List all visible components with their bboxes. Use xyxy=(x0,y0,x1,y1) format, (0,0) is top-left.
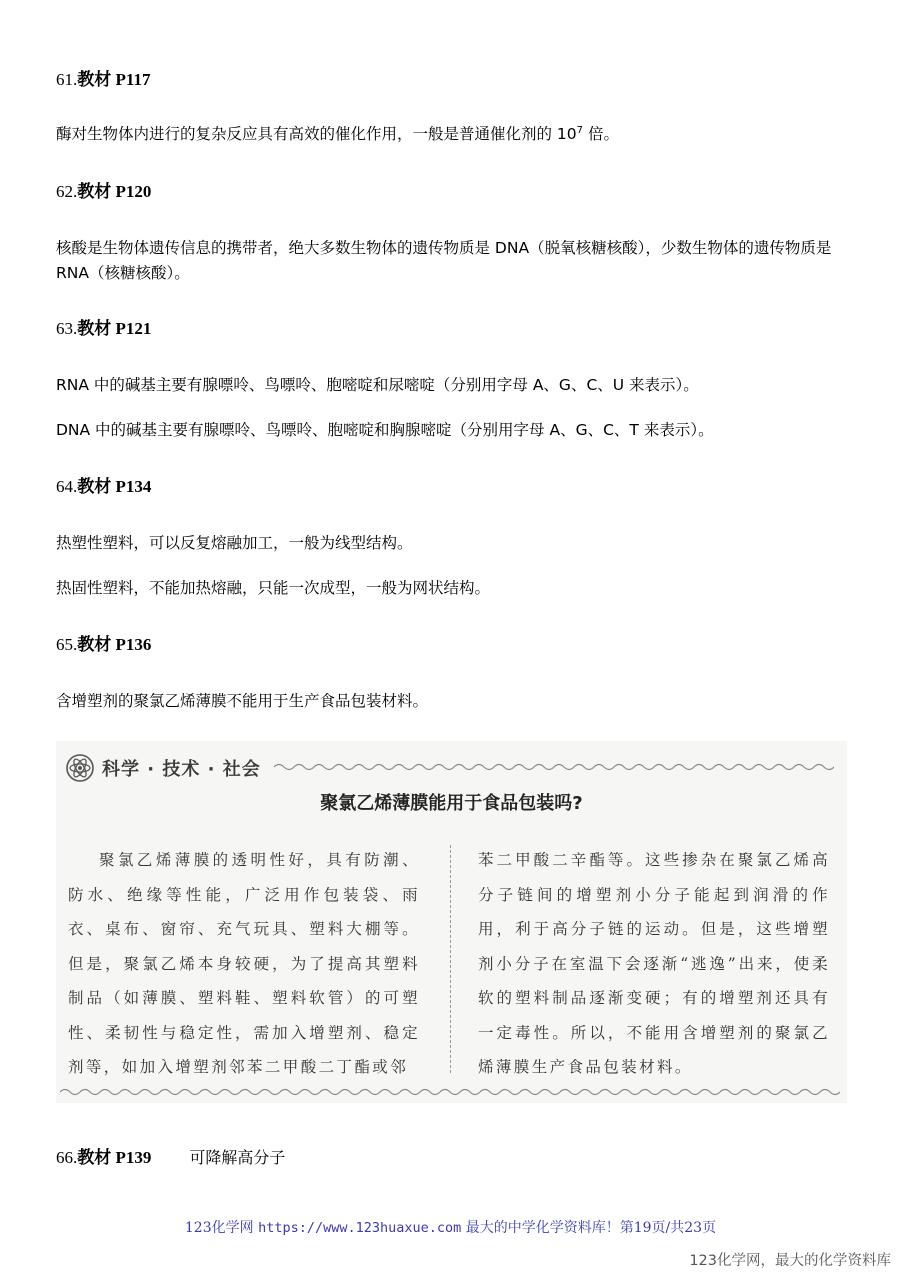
section-title: 教材 P120 xyxy=(77,182,152,201)
page-footer xyxy=(0,1217,901,1237)
wave-divider xyxy=(60,1086,840,1098)
box-header xyxy=(66,753,261,783)
paragraph: RNA 中的碱基主要有腺嘌呤、鸟嘌呤、胞嘧啶和尿嘧啶（分别用字母 A、G、C、U 来表示）。 xyxy=(56,376,699,394)
section-title: 教材 P117 xyxy=(77,70,151,89)
paragraph: 热固性塑料，不能加热熔融，只能一次成型，一般为网状结构。 xyxy=(56,579,491,597)
section-heading-64 xyxy=(56,476,151,498)
superscript: 7 xyxy=(576,125,584,136)
section-heading-63 xyxy=(56,318,151,340)
atom-icon xyxy=(66,754,94,782)
section-heading-61 xyxy=(56,69,150,91)
section-extra-text: 可降解高分子 xyxy=(189,1148,286,1167)
box-label: 科学 · 技术 · 社会 xyxy=(102,759,261,780)
watermark-text: 123化学网，最大的化学资料库 xyxy=(689,1253,891,1269)
section-title: 教材 P134 xyxy=(77,477,152,496)
column-divider xyxy=(450,845,451,1073)
paragraph xyxy=(56,122,856,147)
paragraph: 热塑性塑料，可以反复熔融加工，一般为线型结构。 xyxy=(56,534,413,552)
footer-url-link[interactable]: https://www.123huaxue.com xyxy=(258,1220,462,1236)
footer-page-info: 最大的中学化学资料库！第19页/共23页 xyxy=(465,1220,717,1236)
section-heading-62 xyxy=(56,181,151,203)
box-title: 聚氯乙烯薄膜能用于食品包装吗? xyxy=(320,793,583,814)
section-number: 62. xyxy=(56,182,78,201)
section-title: 教材 P139 xyxy=(77,1148,152,1167)
paragraph-text: 酶对生物体内进行的复杂反应具有高效的催化作用，一般是普通催化剂的 10 xyxy=(56,125,577,143)
section-heading-65 xyxy=(56,634,151,656)
section-number: 63. xyxy=(56,319,78,338)
paragraph: 含增塑剂的聚氯乙烯薄膜不能用于生产食品包装材料。 xyxy=(56,692,429,710)
section-title: 教材 P121 xyxy=(77,319,152,338)
wave-divider xyxy=(274,761,834,773)
footer-site: 123化学网 xyxy=(184,1220,254,1236)
section-number: 61. xyxy=(56,70,78,89)
box-text-left: 聚氯乙烯薄膜的透明性好，具有防潮、防水、绝缘等性能，广泛用作包装袋、雨衣、桌布、窗帘、充气玩具、塑料大棚等。但是，聚氯乙烯本身较硬，为了提高其塑料制品（如薄膜、塑料鞋、塑料软管）的可塑性、柔韧性与稳定性，需加入增塑剂、稳定剂等，如加入增塑剂邻苯二甲酸二丁酯或邻 xyxy=(68,851,420,1076)
paragraph-text: 倍。 xyxy=(583,125,619,143)
paragraph: 核酸是生物体遗传信息的携带者，绝大多数生物体的遗传物质是 DNA（脱氧核糖核酸），少数生物体的遗传物质是 RNA（核糖核酸）。 xyxy=(56,239,832,282)
section-heading-66 xyxy=(56,1147,285,1169)
section-title: 教材 P136 xyxy=(77,635,152,654)
section-number: 64. xyxy=(56,477,78,496)
paragraph: DNA 中的碱基主要有腺嘌呤、鸟嘌呤、胞嘧啶和胸腺嘧啶（分别用字母 A、G、C、T 来表示）。 xyxy=(56,421,714,439)
box-text-right: 苯二甲酸二辛酯等。这些掺杂在聚氯乙烯高分子链间的增塑剂小分子能起到润滑的作用，利于高分子链的运动。但是，这些增塑剂小分子在室温下会逐渐“逃逸”出来，使柔软的塑料制品逐渐变硬；有的增塑剂还具有一定毒性。所以，不能用含增塑剂的聚氯乙烯薄膜生产食品包装材料。 xyxy=(478,851,830,1076)
section-number: 66. xyxy=(56,1148,78,1167)
section-number: 65. xyxy=(56,635,78,654)
textbook-excerpt-box xyxy=(56,741,847,1103)
